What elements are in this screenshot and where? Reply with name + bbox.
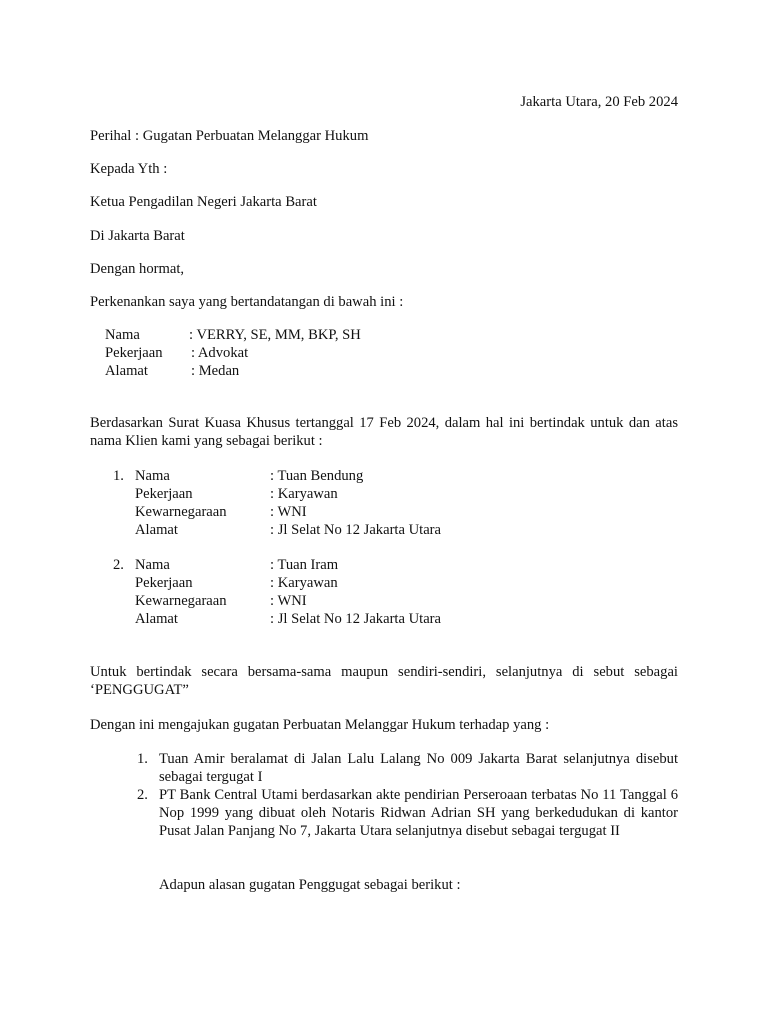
client-label: Kewarnegaraan bbox=[135, 504, 227, 520]
advocate-value: : Advokat bbox=[191, 345, 249, 361]
list-number: 2. bbox=[137, 787, 148, 803]
advocate-label: Alamat bbox=[105, 363, 148, 379]
client-value: : Karyawan bbox=[270, 486, 338, 502]
advocate-label: Nama bbox=[105, 327, 140, 343]
client-label: Kewarnegaraan bbox=[135, 593, 227, 609]
addressee-label: Kepada Yth : bbox=[90, 161, 168, 177]
defendant-item: PT Bank Central Utami berdasarkan akte pendirian Perseroaan terbatas No 11 Tanggal 6 Nop 1999 yang dibuat oleh Notaris Ridwan Adrian SH yang berkedudukan di kantor Pusat Jalan Panjang No 7, Jakarta Utara selanjutnya disebut sebagai tergugat II bbox=[159, 787, 678, 839]
client-label: Nama bbox=[135, 557, 170, 573]
advocate-value: : VERRY, SE, MM, BKP, SH bbox=[189, 327, 361, 343]
list-number: 1. bbox=[113, 468, 124, 484]
subject-line: Perihal : Gugatan Perbuatan Melanggar Hukum bbox=[90, 128, 369, 144]
intro-line: Perkenankan saya yang bertandatangan di bawah ini : bbox=[90, 294, 404, 310]
client-value: : Tuan Bendung bbox=[270, 468, 364, 484]
client-value: : Jl Selat No 12 Jakarta Utara bbox=[270, 522, 442, 538]
client-label: Pekerjaan bbox=[135, 575, 193, 591]
defendant-item: Tuan Amir beralamat di Jalan Lalu Lalang No 009 Jakarta Barat selanjutnya disebut sebagai tergugat I bbox=[159, 751, 678, 785]
power-of-attorney-paragraph: Berdasarkan Surat Kuasa Khusus tertanggal 17 Feb 2024, dalam hal ini bertindak untuk dan atas nama Klien kami yang sebagai berikut : bbox=[90, 415, 678, 449]
advocate-label: Pekerjaan bbox=[105, 345, 163, 361]
date-line: Jakarta Utara, 20 Feb 2024 bbox=[520, 94, 678, 110]
reasons-intro: Adapun alasan gugatan Penggugat sebagai berikut : bbox=[159, 877, 461, 893]
client-value: : Karyawan bbox=[270, 575, 338, 591]
client-label: Nama bbox=[135, 468, 170, 484]
client-label: Pekerjaan bbox=[135, 486, 193, 502]
recipient-name: Ketua Pengadilan Negeri Jakarta Barat bbox=[90, 194, 317, 210]
list-number: 2. bbox=[113, 557, 124, 573]
client-value: : WNI bbox=[270, 593, 307, 609]
lawsuit-intro: Dengan ini mengajukan gugatan Perbuatan Melanggar Hukum terhadap yang : bbox=[90, 717, 550, 733]
client-label: Alamat bbox=[135, 522, 178, 538]
advocate-value: : Medan bbox=[191, 363, 240, 379]
plaintiff-paragraph: Untuk bertindak secara bersama-sama maupun sendiri-sendiri, selanjutnya di sebut sebagai ‘PENGGUGAT” bbox=[90, 664, 678, 698]
list-number: 1. bbox=[137, 751, 148, 767]
client-value: : WNI bbox=[270, 504, 307, 520]
client-value: : Jl Selat No 12 Jakarta Utara bbox=[270, 611, 442, 627]
client-value: : Tuan Iram bbox=[270, 557, 339, 573]
greeting: Dengan hormat, bbox=[90, 261, 185, 277]
client-label: Alamat bbox=[135, 611, 178, 627]
recipient-location: Di Jakarta Barat bbox=[90, 228, 185, 244]
